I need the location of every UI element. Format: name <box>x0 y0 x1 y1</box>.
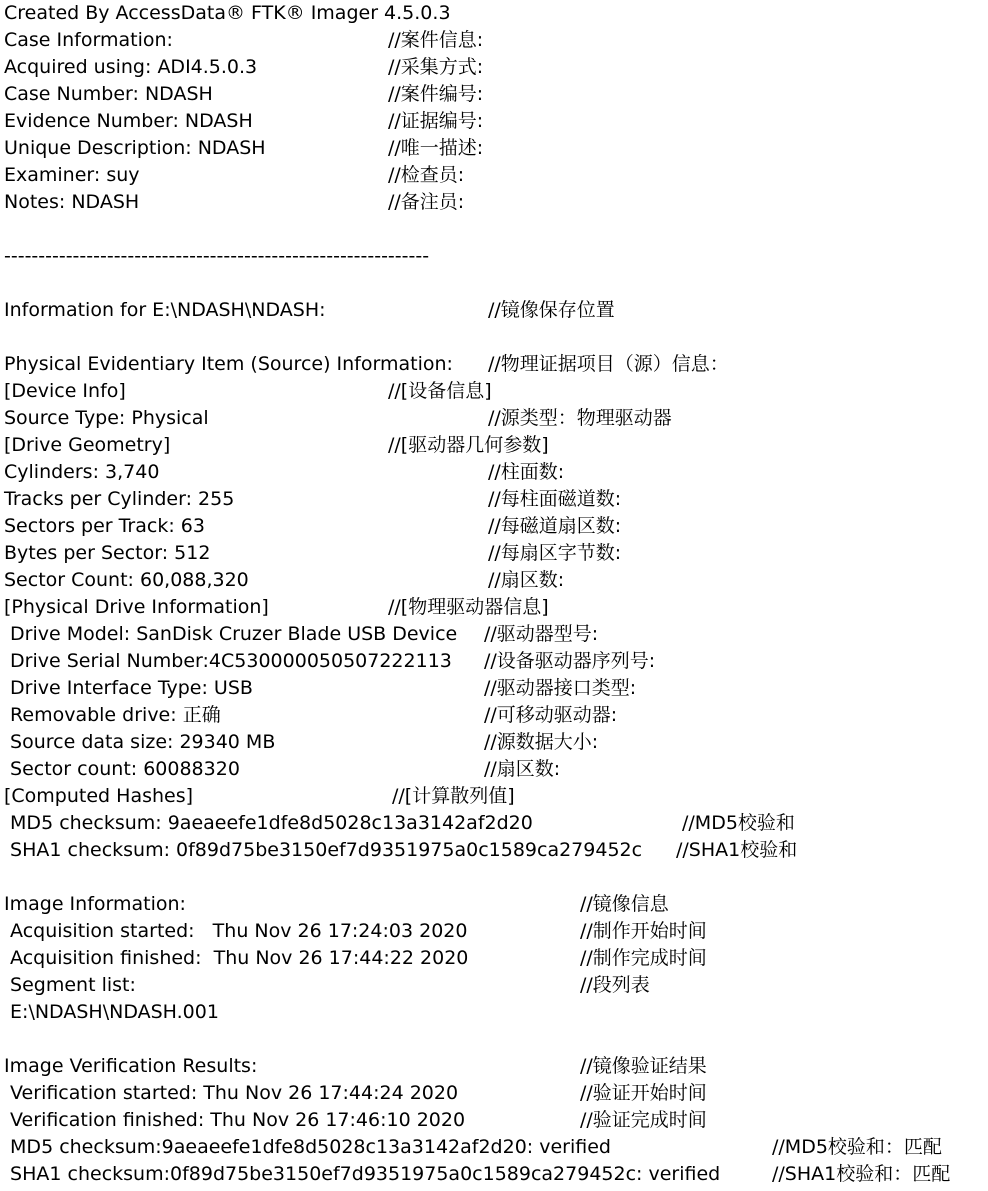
line-comment: //验证完成时间 <box>580 1109 707 1131</box>
report-line <box>0 729 988 756</box>
line-text: Source data size: 29340 MB <box>4 731 276 753</box>
report-line <box>0 81 988 108</box>
line-comment: //源类型：物理驱动器 <box>488 407 672 429</box>
line-text: Verification started: Thu Nov 26 17:44:24 2020 <box>4 1082 459 1104</box>
line-text: [Computed Hashes] <box>4 785 194 807</box>
report-line <box>0 972 988 999</box>
line-text: [Drive Geometry] <box>4 434 171 456</box>
line-text: Drive Serial Number:4C530000050507222113 <box>4 650 452 672</box>
line-comment: //采集方式: <box>388 56 484 78</box>
report-line <box>0 297 988 324</box>
line-text: Tracks per Cylinder: 255 <box>4 488 235 510</box>
line-comment: //每扇区字节数: <box>488 542 622 564</box>
line-text: [Physical Drive Information] <box>4 596 269 618</box>
line-text: Evidence Number: NDASH <box>4 110 253 132</box>
report-line <box>0 162 988 189</box>
line-text: Sector count: 60088320 <box>4 758 240 780</box>
line-text: SHA1 checksum: 0f89d75be3150ef7d9351975a0c1589ca279452c <box>4 839 643 861</box>
line-comment: //唯一描述: <box>388 137 484 159</box>
line-comment: //检查员: <box>388 164 465 186</box>
line-text: Drive Model: SanDisk Cruzer Blade USB Device <box>4 623 458 645</box>
report-line <box>0 783 988 810</box>
line-text: -------------------------------------------------------------- <box>4 245 430 267</box>
report-line <box>0 594 988 621</box>
line-comment: //[驱动器几何参数] <box>388 434 549 456</box>
line-comment: //每磁道扇区数: <box>488 515 622 537</box>
line-text: Physical Evidentiary Item (Source) Information: <box>4 353 453 375</box>
line-comment: //案件信息: <box>388 29 484 51</box>
line-text: SHA1 checksum:0f89d75be3150ef7d9351975a0c1589ca279452c: verified <box>4 1163 721 1185</box>
line-text: Drive Interface Type: USB <box>4 677 253 699</box>
line-text: Acquisition finished: Thu Nov 26 17:44:22 2020 <box>4 947 469 969</box>
line-text: Removable drive: 正确 <box>4 704 221 726</box>
line-text: Image Verification Results: <box>4 1055 258 1077</box>
line-text: Source Type: Physical <box>4 407 209 429</box>
line-text: Notes: NDASH <box>4 191 140 213</box>
report-line <box>0 864 988 891</box>
report-line <box>0 837 988 864</box>
report-line <box>0 810 988 837</box>
line-text: Bytes per Sector: 512 <box>4 542 211 564</box>
report-line <box>0 756 988 783</box>
report-line <box>0 1107 988 1134</box>
line-comment: //制作开始时间 <box>580 920 707 942</box>
line-text: Acquired using: ADI4.5.0.3 <box>4 56 258 78</box>
line-text: Cylinders: 3,740 <box>4 461 160 483</box>
report-line <box>0 918 988 945</box>
report-line <box>0 702 988 729</box>
line-comment: //可移动驱动器: <box>484 704 618 726</box>
line-text: Unique Description: NDASH <box>4 137 266 159</box>
line-comment: //验证开始时间 <box>580 1082 707 1104</box>
line-text: Segment list: <box>4 974 136 996</box>
report-line <box>0 1080 988 1107</box>
line-text: Information for E:\NDASH\NDASH: <box>4 299 326 321</box>
line-comment: //SHA1校验和：匹配 <box>772 1163 951 1185</box>
report-line <box>0 513 988 540</box>
report-line <box>0 135 988 162</box>
line-comment: //证据编号: <box>388 110 484 132</box>
line-comment: //[物理驱动器信息] <box>388 596 549 618</box>
line-text: Verification finished: Thu Nov 26 17:46:10 2020 <box>4 1109 466 1131</box>
report-line <box>0 216 988 243</box>
report-line <box>0 540 988 567</box>
report-line <box>0 1134 988 1161</box>
line-comment: //案件编号: <box>388 83 484 105</box>
report-line <box>0 648 988 675</box>
line-comment: //源数据大小: <box>484 731 599 753</box>
line-comment: //制作完成时间 <box>580 947 707 969</box>
line-comment: //扇区数: <box>488 569 565 591</box>
line-comment: //镜像信息 <box>580 893 669 915</box>
report-line <box>0 27 988 54</box>
report-line <box>0 351 988 378</box>
line-comment: //[计算散列值] <box>392 785 515 807</box>
line-text: MD5 checksum:9aeaeefe1dfe8d5028c13a3142af2d20: verified <box>4 1136 611 1158</box>
report-line <box>0 324 988 351</box>
line-comment: //段列表 <box>580 974 650 996</box>
report-line <box>0 432 988 459</box>
line-comment: //设备驱动器序列号: <box>484 650 656 672</box>
report-line <box>0 0 988 27</box>
report-line <box>0 1026 988 1053</box>
report-line <box>0 945 988 972</box>
line-comment: //驱动器型号: <box>484 623 599 645</box>
line-comment: //驱动器接口类型: <box>484 677 637 699</box>
line-comment: //物理证据项目（源）信息： <box>488 353 729 375</box>
line-comment: //镜像验证结果 <box>580 1055 707 1077</box>
line-comment: //备注员: <box>388 191 465 213</box>
line-comment: //柱面数: <box>488 461 565 483</box>
line-comment: //MD5校验和 <box>682 812 795 834</box>
line-text: Image Information: <box>4 893 186 915</box>
line-text: MD5 checksum: 9aeaeefe1dfe8d5028c13a3142af2d20 <box>4 812 533 834</box>
line-comment: //SHA1校验和 <box>676 839 798 861</box>
report-line <box>0 621 988 648</box>
line-text: Created By AccessData® FTK® Imager 4.5.0.3 <box>4 2 451 24</box>
report-line <box>0 1161 988 1188</box>
line-comment: //[设备信息] <box>388 380 492 402</box>
report-line <box>0 108 988 135</box>
report-line <box>0 243 988 270</box>
line-text: Sectors per Track: 63 <box>4 515 205 537</box>
line-comment: //每柱面磁道数: <box>488 488 622 510</box>
line-text: Examiner: suy <box>4 164 140 186</box>
report-line <box>0 270 988 297</box>
report-line <box>0 405 988 432</box>
line-comment: //MD5校验和：匹配 <box>772 1136 942 1158</box>
report-line <box>0 486 988 513</box>
report-line <box>0 567 988 594</box>
line-text: Sector Count: 60,088,320 <box>4 569 249 591</box>
line-text: [Device Info] <box>4 380 126 402</box>
line-text: Acquisition started: Thu Nov 26 17:24:03 2020 <box>4 920 468 942</box>
line-comment: //扇区数: <box>484 758 561 780</box>
line-text: E:\NDASH\NDASH.001 <box>4 1001 219 1023</box>
report-line <box>0 189 988 216</box>
line-text: Case Number: NDASH <box>4 83 213 105</box>
line-comment: //镜像保存位置 <box>488 299 615 321</box>
report-line <box>0 459 988 486</box>
report-line <box>0 999 988 1026</box>
report-line <box>0 675 988 702</box>
report-line <box>0 378 988 405</box>
report-line <box>0 54 988 81</box>
line-text: Case Information: <box>4 29 173 51</box>
report-line <box>0 1053 988 1080</box>
report-line <box>0 891 988 918</box>
